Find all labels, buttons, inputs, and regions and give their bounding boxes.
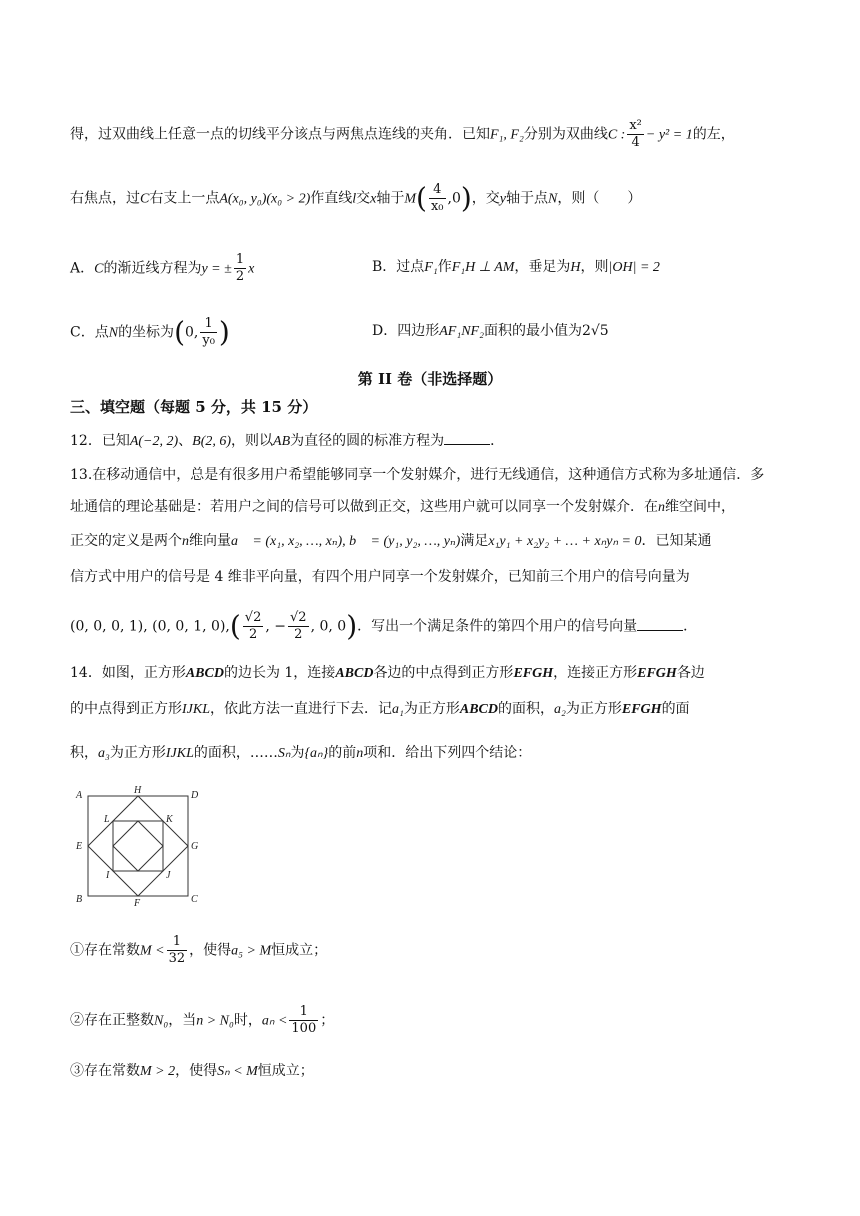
fraction: $\frac{4}{\text{x₀}}$ — [430, 182, 444, 214]
problem-14-line-3: 积，a₃为正方形IJKL的面积，……Sₙ为{aₙ}的前n项和．给出下列四个结论： — [70, 745, 532, 761]
problem-14-line-2: 的中点得到正方形IJKL，依此方法一直进行下去．记a₁为正方形ABCD的面积，a₂为正方形EFGH的面 — [70, 701, 690, 717]
label-k: K — [166, 814, 173, 825]
label-g: G — [191, 841, 199, 852]
problem-13-line-3: 正交的定义是两个n维向量a⃗ = (x₁, x₂, …, xₙ), b⃗ = (y₁, y₂, …, yₙ)满足x₁y₁ + x₂y₂ + … + xₙyₙ = 0．已知某通 — [70, 533, 712, 549]
problem-13-line-4: 信方式中用户的信号是 4 维非平向量，有四个用户同享一个发射媒介，已知前三个用户的信号向量为 — [70, 569, 690, 585]
label-d: D — [191, 790, 199, 801]
text: 的左， — [692, 126, 735, 143]
math: F₁, F₂ — [490, 127, 524, 143]
text: 得，过双曲线上任意一点的切线平分该点与两焦点连线的夹角．已知 — [70, 126, 490, 143]
square-ijkl — [113, 821, 163, 871]
problem-13-line-2: 址通信的理论基础是：若用户之间的信号可以做到正交，这些用户就可以同享一个发射媒介．在n维空间中， — [70, 499, 735, 515]
p11-line-1 — [70, 118, 735, 151]
fraction: $\frac{\text{x²}}{4}$ — [629, 118, 642, 150]
label-f: F — [134, 898, 141, 908]
label-c: C — [191, 894, 198, 905]
conclusion-1: ①存在常数M < $\frac{1}{32}$ ，使得a₅ > M恒成立； — [70, 934, 328, 966]
conclusion-3: ③存在常数M > 2，使得Sₙ < M恒成立； — [70, 1063, 314, 1079]
math: C : — [607, 127, 626, 143]
label-h: H — [134, 785, 142, 796]
problem-13-line-5: (0, 0, 0, 1), (0, 0, 1, 0),( $\frac{√2}{2}$ , − $\frac{√2}{2}$ , 0, 0)．写出一个满足条件的第四个用户的信号向量 ． — [70, 609, 698, 643]
label-i: I — [106, 870, 110, 881]
label-b: B — [76, 894, 83, 905]
math: − y² = 1 — [645, 127, 693, 143]
answer-blank[interactable] — [637, 616, 683, 631]
section-title-3: 三、填空题（每题 5 分，共 15 分） — [70, 398, 318, 416]
option-a: A．C的渐近线方程为y = ± $\frac{1}{2}$ x — [70, 252, 255, 284]
conclusion-2: ②存在正整数N₀，当n > N₀时，aₙ < $\frac{1}{100}$ ； — [70, 1004, 335, 1036]
option-c: C．点N的坐标为(0, $\frac{1}{\text{y₀}}$ ) — [70, 315, 230, 349]
square-abcd — [88, 796, 188, 896]
problem-13-line-1: 13.在移动通信中，总是有很多用户希望能够同享一个发射媒介，进行无线通信，这种通信方式称为多址通信．多 — [70, 467, 765, 483]
label-a: A — [76, 790, 83, 801]
problem-12: 12．已知A(−2, 2)、B(2, 6)，则以AB为直径的圆的标准方程为 ． — [70, 430, 504, 453]
label-e: E — [76, 841, 83, 852]
answer-blank[interactable] — [444, 430, 490, 445]
text: 分别为双曲线 — [523, 126, 608, 143]
label-j: J — [166, 870, 171, 881]
section-title-2: 第 II 卷（非选择题） — [357, 370, 503, 388]
problem-14-line-1: 14．如图，正方形ABCD的边长为 1，连接ABCD各边的中点得到正方形EFGH，连接正方形EFGH各边 — [70, 665, 705, 681]
option-d: D．四边形AF₁NF₂面积的最小值为2√5 — [372, 323, 609, 339]
nested-squares-figure — [70, 782, 200, 908]
label-l: L — [104, 814, 110, 825]
square-efgh — [88, 796, 188, 896]
square-inner — [113, 821, 163, 871]
option-b: B．过点F₁作F₁H ⊥ AM，垂足为H，则|OH| = 2 — [372, 259, 660, 275]
p11-line-2: 右焦点，过C右支上一点A(x₀, y₀)(x₀ > 2)作直线l交x轴于M( $\frac{4}{\text{x₀}}$ ,0)，交y轴于点N，则（ ） — [70, 181, 642, 215]
